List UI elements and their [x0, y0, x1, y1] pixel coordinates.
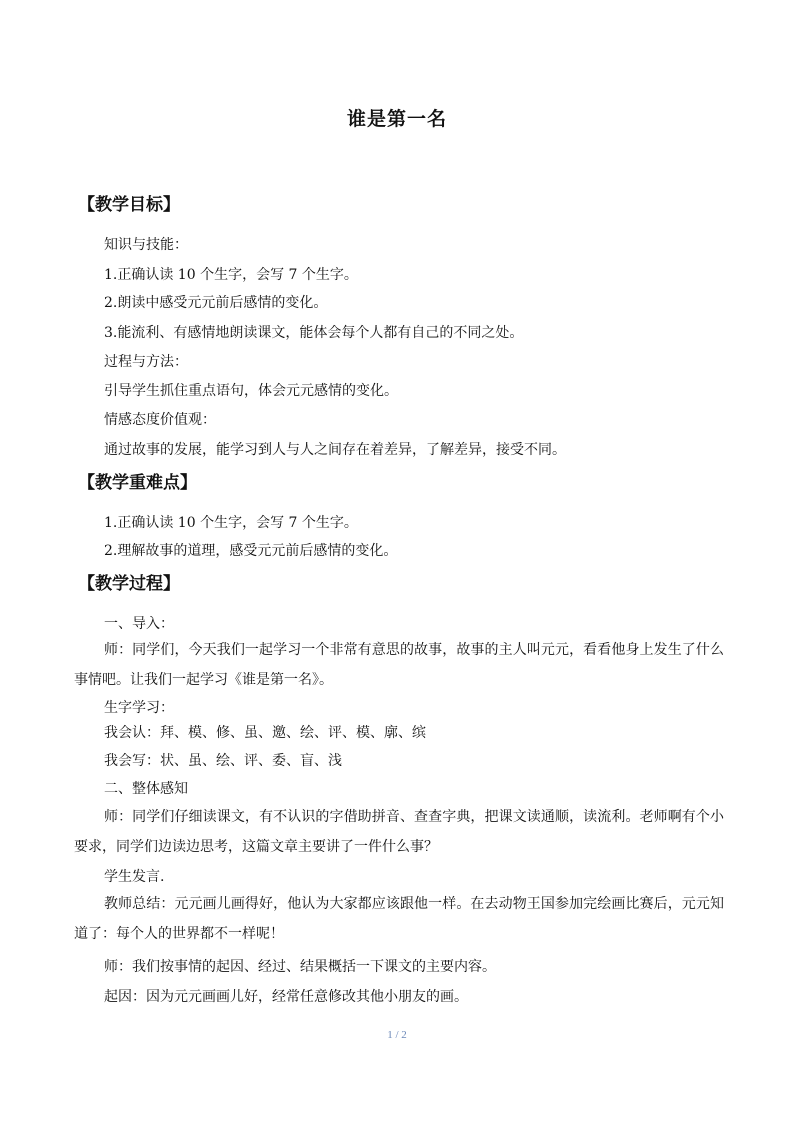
- goals-line: 2.朗读中感受元元前后感情的变化。: [104, 295, 328, 311]
- teacher-summary-paragraph: 教师总结：元元画儿画得好，他认为大家都应该跟他一样。在去动物王国参加完绘画比赛后，元元知道了：每个人的世界都不一样呢！: [74, 896, 724, 942]
- key-points-line: 1.正确认读 10 个生字，会写 7 个生字。: [104, 515, 358, 531]
- goals-line: 通过故事的发展，能学习到人与人之间存在着差异，了解差异，接受不同。: [104, 442, 566, 458]
- vocab-recognize: 我会认：拜、模、修、虽、邀、绘、评、模、廓、缤: [104, 725, 426, 741]
- goals-line: 过程与方法：: [104, 354, 188, 370]
- document-title: 谁是第一名: [346, 108, 447, 130]
- vocab-write: 我会写：状、虽、绘、评、委、盲、浅: [104, 753, 342, 769]
- goals-line: 知识与技能：: [104, 237, 188, 253]
- teacher-read-paragraph: 师：同学们仔细读课文，有不认识的字借助拼音、查查字典，把课文读通顺，读流利。老师啊有个小要求，同学们边读边思考，这篇文章主要讲了一件什么事？: [74, 809, 724, 855]
- student-speak: 学生发言.: [104, 869, 165, 885]
- vocab-title: 生字学习：: [104, 700, 174, 716]
- teacher-summarize: 师：我们按事情的起因、经过、结果概括一下课文的主要内容。: [104, 959, 496, 975]
- section-heading-key-points: 【教学重难点】: [78, 473, 197, 493]
- goals-line: 1.正确认读 10 个生字，会写 7 个生字。: [104, 267, 358, 283]
- key-points-line: 2.理解故事的道理，感受元元前后感情的变化。: [104, 543, 398, 559]
- goals-line: 3.能流利、有感情地朗读课文，能体会每个人都有自己的不同之处。: [104, 325, 524, 341]
- section-heading-process: 【教学过程】: [78, 574, 180, 594]
- page-number: 1 / 2: [387, 1029, 407, 1041]
- overall-heading: 二、整体感知: [104, 781, 188, 797]
- goals-line: 情感态度价值观：: [104, 412, 216, 428]
- cause-line: 起因：因为元元画画儿好，经常任意修改其他小朋友的画。: [104, 989, 468, 1005]
- goals-line: 引导学生抓住重点语句，体会元元感情的变化。: [104, 383, 398, 399]
- process-intro: 一、导入：: [104, 616, 174, 632]
- teacher-intro-paragraph: 师：同学们，今天我们一起学习一个非常有意思的故事，故事的主人叫元元，看看他身上发生了什么事情吧。让我们一起学习《谁是第一名》。: [74, 642, 724, 688]
- section-heading-goals: 【教学目标】: [78, 195, 180, 215]
